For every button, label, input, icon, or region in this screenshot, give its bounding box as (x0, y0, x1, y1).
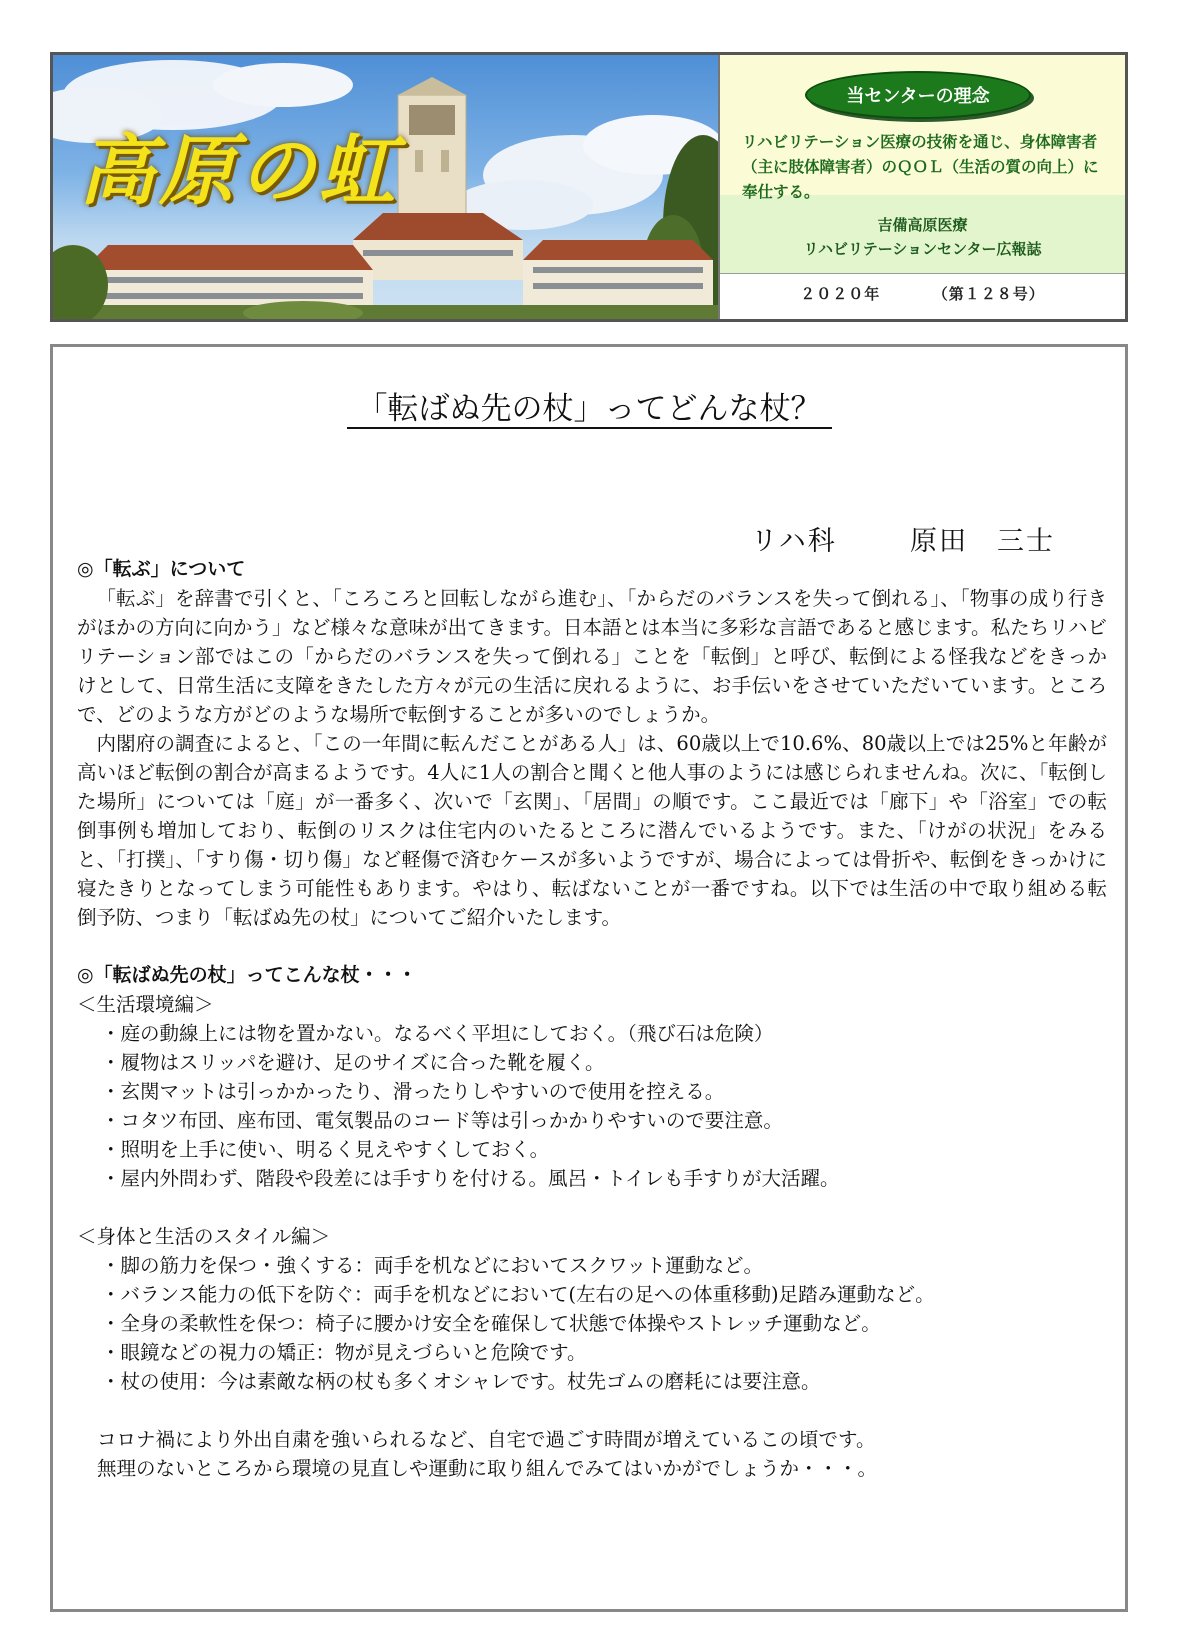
list-item: ・脚の筋力を保つ・強くする：両手を机などにおいてスクワット運動など。 (101, 1254, 764, 1277)
closing-line-2: 無理のないところから環境の見直しや運動に取り組んでみてはいかがでしょうか・・・。 (97, 1457, 878, 1480)
section-heading-korobu: ◎「転ぶ」について (77, 558, 246, 580)
philosophy-text: リハビリテーション医療の技術を通じ、身体障害者（主に肢体障害者）のＱＯＬ（生活の質の向上）に奉仕する。 (742, 133, 1099, 201)
author-name: 原田 三士 (910, 526, 1055, 557)
list-item: ・庭の動線上には物を置かない。なるべく平坦にしておく。（飛び石は危険） (101, 1022, 774, 1045)
newsletter-header (50, 52, 1128, 322)
body-style-list (77, 1251, 1107, 1396)
article-body (77, 555, 1107, 1483)
closing-line-1: コロナ禍により外出自粛を強いられるなど、自宅で過ごす時間が増えているこの頃です。 (97, 1428, 876, 1451)
author-line (751, 519, 1055, 558)
list-item: ・眼鏡などの視力の矯正：物が見えづらいと危険です。 (101, 1341, 587, 1364)
section-heading-tsue: ◎「転ばぬ先の杖」ってこんな杖・・・ (77, 964, 417, 986)
issue-info (720, 283, 1125, 304)
list-item: ・杖の使用：今は素敵な柄の杖も多くオシャレです。杖先ゴムの磨耗には要注意。 (101, 1370, 821, 1393)
article-title (53, 389, 1125, 429)
philosophy-badge: 当センターの理念 (805, 71, 1031, 119)
env-heading: ＜生活環境編＞ (77, 993, 214, 1016)
paragraph-1: 「転ぶ」を辞書で引くと、「ころころと回転しながら進む」、「からだのバランスを失って倒れる」、「物事の成り行きがほかの方向に向かう」など様々な意味が出てきます。日本語とは本当に多彩な言語であると感じます。私たちリハビリテーション部ではこの「からだのバランスを失って倒れる」ことを「転倒」と呼び、転倒による怪我などをきっかけとして、日常生活に支障をきたした方々が元の生活に戻れるように、お手伝いをさせていただいています。ところで、どのような方がどのような場所で転倒することが多いのでしょうか。 (77, 587, 1107, 726)
org-line-2: リハビリテーションセンター広報誌 (803, 240, 1042, 258)
list-item: ・玄関マットは引っかかったり、滑ったりしやすいので使用を控える。 (101, 1080, 725, 1103)
article-frame (50, 344, 1128, 1612)
masthead-title: 高原の虹 (79, 126, 399, 215)
paragraph-2: 内閣府の調査によると、「この一年間に転んだことがある人」は、60歳以上で10.6%、80歳以上では25%と年齢が高いほど転倒の割合が高まるようです。4人に1人の割合と聞くと他人事のようには感じられませんね。次に、「転倒した場所」については「庭」が一番多く、次いで「玄関」、「居間」の順です。ここ最近では「廊下」や「浴室」での転倒事例も増加しており、転倒のリスクは住宅内のいたるところに潜んでいるようです。また、「けがの状況」をみると、「打撲」、「すり傷・切り傷」など軽傷で済むケースが多いようですが、場合によっては骨折や、転倒をきっかけに寝たきりとなってしまう可能性もあります。やはり、転ばないことが一番ですね。以下では生活の中で取り組める転倒予防、つまり「転ばぬ先の杖」についてご紹介いたします。 (77, 732, 1107, 929)
list-item: ・照明を上手に使い、明るく見えやすくしておく。 (101, 1138, 550, 1161)
header-info-panel (718, 55, 1125, 319)
issue-year: ２０２０年 (800, 285, 881, 303)
organization-name (720, 213, 1125, 261)
org-line-1: 吉備高原医療 (877, 216, 968, 234)
article-title-text: 「転ばぬ先の杖」ってどんな杖？ (347, 391, 832, 429)
body-style-heading: ＜身体と生活のスタイル編＞ (77, 1225, 331, 1248)
list-item: ・屋内外問わず、階段や段差には手すりを付ける。風呂・トイレも手すりが大活躍。 (101, 1167, 840, 1190)
issue-number: （第１２８号） (932, 285, 1045, 303)
list-item: ・バランス能力の低下を防ぐ：両手を机などにおいて(左右の足への体重移動)足踏み運動など。 (101, 1283, 935, 1306)
env-list (77, 1019, 1107, 1193)
list-item: ・全身の柔軟性を保つ：椅子に腰かけ安全を確保して状態で体操やストレッチ運動など。 (101, 1312, 881, 1335)
list-item: ・コタツ布団、座布団、電気製品のコード等は引っかかりやすいので要注意。 (101, 1109, 783, 1132)
building-photo (53, 55, 718, 319)
author-department: リハ科 (750, 526, 837, 557)
list-item: ・履物はスリッパを避け、足のサイズに合った靴を履く。 (101, 1051, 605, 1074)
